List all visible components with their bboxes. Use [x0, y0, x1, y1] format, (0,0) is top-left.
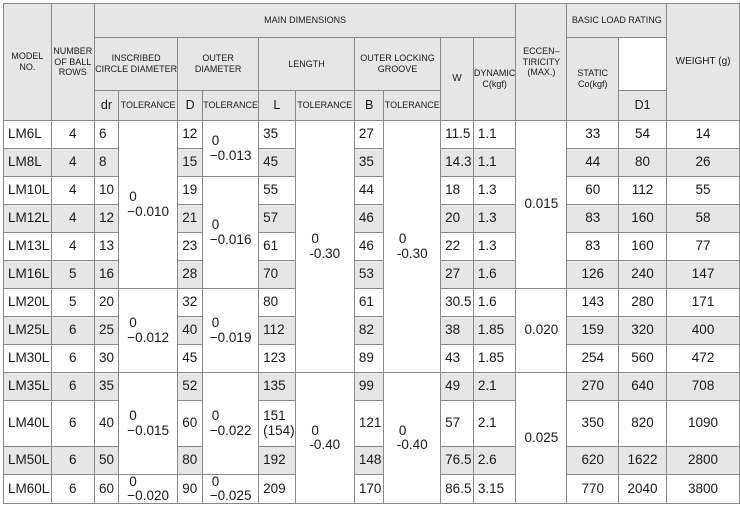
header-static: STATIC Co(kgf)	[567, 38, 619, 121]
cell-model: LM6L	[4, 121, 52, 149]
cell-l-value: 151	[263, 408, 286, 424]
cell-b: 61	[354, 289, 384, 317]
cell-d1: 49	[441, 373, 474, 401]
cell-ball-rows: 4	[51, 205, 94, 233]
header-dynamic: DYNAMIC C(kgf)	[473, 38, 516, 121]
tolerance-l	[295, 121, 354, 373]
cell-l: 55	[259, 177, 296, 205]
header-length: LENGTH	[259, 38, 355, 91]
cell-weight: 2800	[667, 447, 740, 475]
cell-d1: 76.5	[441, 447, 474, 475]
cell-d: 90	[178, 475, 203, 504]
cell-d1: 14.3	[441, 149, 474, 177]
cell-model: LM40L	[4, 401, 52, 447]
cell-dynamic: 270	[567, 373, 619, 401]
cell-static: 640	[618, 373, 666, 401]
cell-d: 80	[178, 447, 203, 475]
cell-l-alt-value: (154)	[263, 422, 295, 438]
cell-b: 170	[354, 475, 384, 504]
header-basic-load-rating: BASIC LOAD RATING	[567, 4, 667, 38]
cell-l: 35	[259, 121, 296, 149]
cell-dr: 30	[94, 345, 118, 373]
cell-static: 820	[618, 401, 666, 447]
cell-d1: 57	[441, 401, 474, 447]
cell-dr: 50	[94, 447, 118, 475]
tolerance-upper: 0	[311, 231, 319, 247]
cell-d1: 30.5	[441, 289, 474, 317]
tolerance-d	[203, 121, 259, 177]
header-outer-locking-groove: OUTER LOCKING GROOVE	[354, 38, 440, 91]
cell-model: LM60L	[4, 475, 52, 504]
tolerance-d	[203, 475, 259, 504]
cell-dynamic: 254	[567, 345, 619, 373]
cell-ball-rows: 6	[51, 317, 94, 345]
tolerance-upper: 0	[311, 423, 319, 438]
cell-dr: 12	[94, 205, 118, 233]
cell-d1: 86.5	[441, 475, 474, 504]
tolerance-upper: 0	[211, 133, 220, 149]
tolerance-upper: 0	[211, 474, 220, 489]
cell-static: 1622	[618, 447, 666, 475]
cell-d1: 11.5	[441, 121, 474, 149]
cell-b: 44	[354, 177, 384, 205]
cell-b: 46	[354, 233, 384, 261]
cell-weight: 14	[667, 121, 740, 149]
cell-dr: 35	[94, 373, 118, 401]
tolerance-dr	[119, 373, 178, 475]
header-dr: dr	[94, 91, 118, 121]
tolerance-b	[384, 373, 441, 504]
cell-dr: 10	[94, 177, 118, 205]
tolerance-upper: 0	[129, 408, 137, 424]
cell-b: 121	[354, 401, 384, 447]
tolerance-lower: -0.30	[396, 245, 428, 261]
cell-d1: 20	[441, 205, 474, 233]
cell-d1: 38	[441, 317, 474, 345]
cell-d: 28	[178, 261, 203, 289]
cell-d: 15	[178, 149, 203, 177]
cell-d1: 27	[441, 261, 474, 289]
cell-d: 12	[178, 121, 203, 149]
cell-b: 35	[354, 149, 384, 177]
cell-dynamic: 770	[567, 475, 619, 504]
cell-l: 80	[259, 289, 296, 317]
cell-ball-rows: 6	[51, 373, 94, 401]
cell-w: 1.6	[473, 261, 516, 289]
cell-l	[259, 401, 296, 447]
cell-weight: 400	[667, 317, 740, 345]
tolerance-lower: −0.016	[209, 231, 252, 247]
cell-b: 27	[354, 121, 384, 149]
tolerance-d	[203, 373, 259, 475]
cell-eccentricity: 0.020	[516, 289, 567, 373]
cell-l: 45	[259, 149, 296, 177]
cell-ball-rows: 4	[51, 149, 94, 177]
cell-l: 70	[259, 261, 296, 289]
cell-weight: 58	[667, 205, 740, 233]
cell-dr: 6	[94, 121, 118, 149]
cell-w: 1.6	[473, 289, 516, 317]
spec-table-container	[3, 3, 740, 504]
cell-dynamic: 143	[567, 289, 619, 317]
cell-dynamic: 83	[567, 205, 619, 233]
cell-dynamic: 83	[567, 233, 619, 261]
cell-weight: 708	[667, 373, 740, 401]
cell-l: 123	[259, 345, 296, 373]
cell-model: LM8L	[4, 149, 52, 177]
cell-dr: 25	[94, 317, 118, 345]
tolerance-dr	[119, 475, 178, 504]
tolerance-lower: −0.019	[209, 329, 252, 345]
cell-weight: 171	[667, 289, 740, 317]
cell-d: 52	[178, 373, 203, 401]
cell-model: LM35L	[4, 373, 52, 401]
cell-d: 40	[178, 317, 203, 345]
tolerance-lower: −0.010	[127, 203, 169, 219]
cell-w: 2.6	[473, 447, 516, 475]
tolerance-lower: −0.020	[127, 488, 169, 504]
cell-ball-rows: 6	[51, 447, 94, 475]
cell-weight: 26	[667, 149, 740, 177]
cell-model: LM20L	[4, 289, 52, 317]
cell-w: 3.15	[473, 475, 516, 504]
tolerance-dr	[119, 289, 178, 373]
header-eccentricity: ECCEN– TIRICITY (MAX.)	[516, 4, 567, 121]
header-dr-tolerance: TOLERANCE	[119, 91, 178, 121]
cell-static: 320	[618, 317, 666, 345]
cell-w: 2.1	[473, 373, 516, 401]
cell-b: 89	[354, 345, 384, 373]
cell-dynamic: 159	[567, 317, 619, 345]
cell-d: 23	[178, 233, 203, 261]
header-w: W	[441, 38, 474, 121]
cell-l: 112	[259, 317, 296, 345]
cell-weight: 55	[667, 177, 740, 205]
cell-static: 160	[618, 205, 666, 233]
header-b-tolerance: TOLERANCE	[384, 91, 441, 121]
cell-b: 99	[354, 373, 384, 401]
header-d-tolerance: TOLERANCE	[203, 91, 259, 121]
cell-dynamic: 350	[567, 401, 619, 447]
tolerance-d	[203, 289, 259, 373]
tolerance-upper: 0	[129, 315, 137, 331]
tolerance-d	[203, 177, 259, 289]
tolerance-upper: 0	[211, 408, 220, 424]
cell-ball-rows: 5	[51, 261, 94, 289]
cell-static: 80	[618, 149, 666, 177]
tolerance-lower: -0.40	[309, 437, 341, 453]
tolerance-upper: 0	[398, 231, 407, 247]
tolerance-upper: 0	[211, 315, 220, 331]
cell-w: 2.1	[473, 401, 516, 447]
cell-static: 560	[618, 345, 666, 373]
cell-static: 2040	[618, 475, 666, 504]
cell-w: 1.3	[473, 177, 516, 205]
cell-w: 1.85	[473, 317, 516, 345]
cell-ball-rows: 5	[51, 289, 94, 317]
tolerance-dr	[119, 121, 178, 289]
cell-weight: 3800	[667, 475, 740, 504]
header-outer-diameter: OUTER DIAMETER	[178, 38, 259, 91]
cell-ball-rows: 6	[51, 475, 94, 504]
tolerance-lower: −0.015	[127, 422, 169, 438]
cell-model: LM25L	[4, 317, 52, 345]
cell-d: 45	[178, 345, 203, 373]
tolerance-upper: 0	[211, 217, 220, 233]
cell-static: 280	[618, 289, 666, 317]
header-d1: D1	[618, 91, 666, 121]
cell-w: 1.3	[473, 205, 516, 233]
cell-dr: 20	[94, 289, 118, 317]
cell-b: 46	[354, 205, 384, 233]
cell-dr: 8	[94, 149, 118, 177]
tolerance-lower: −0.025	[209, 488, 252, 504]
cell-model: LM12L	[4, 205, 52, 233]
cell-d: 60	[178, 401, 203, 447]
cell-model: LM30L	[4, 345, 52, 373]
cell-w: 1.3	[473, 233, 516, 261]
tolerance-b	[384, 121, 441, 373]
cell-l: 192	[259, 447, 296, 475]
tolerance-lower: −0.012	[127, 329, 169, 345]
cell-model: LM13L	[4, 233, 52, 261]
tolerance-upper: 0	[129, 474, 137, 489]
cell-dr: 13	[94, 233, 118, 261]
header-weight: WEIGHT (g)	[667, 4, 740, 121]
cell-l: 209	[259, 475, 296, 504]
tolerance-upper: 0	[129, 189, 137, 205]
cell-static: 240	[618, 261, 666, 289]
header-l: L	[259, 91, 296, 121]
cell-eccentricity: 0.025	[516, 373, 567, 504]
cell-dr: 16	[94, 261, 118, 289]
cell-ball-rows: 6	[51, 345, 94, 373]
cell-w: 1.1	[473, 149, 516, 177]
cell-l: 61	[259, 233, 296, 261]
cell-static: 160	[618, 233, 666, 261]
cell-weight: 472	[667, 345, 740, 373]
cell-b: 82	[354, 317, 384, 345]
cell-w: 1.1	[473, 121, 516, 149]
tolerance-l	[295, 373, 354, 504]
cell-ball-rows: 4	[51, 233, 94, 261]
cell-dynamic: 44	[567, 149, 619, 177]
cell-w: 1.85	[473, 345, 516, 373]
cell-static: 54	[618, 121, 666, 149]
cell-dr: 60	[94, 475, 118, 504]
cell-d: 21	[178, 205, 203, 233]
header-d: D	[178, 91, 203, 121]
header-l-tolerance: TOLERANCE	[295, 91, 354, 121]
header-b: B	[354, 91, 384, 121]
tolerance-lower: -0.30	[309, 245, 341, 261]
header-main-dimensions: MAIN DIMENSIONS	[94, 4, 515, 38]
cell-d1: 43	[441, 345, 474, 373]
cell-d: 32	[178, 289, 203, 317]
tolerance-upper: 0	[398, 423, 407, 438]
header-inscribed-diameter: INSCRIBED CIRCLE DIAMETER	[94, 38, 177, 91]
cell-dynamic: 60	[567, 177, 619, 205]
cell-model: LM16L	[4, 261, 52, 289]
cell-d: 19	[178, 177, 203, 205]
linear-bushing-spec-table	[3, 3, 740, 504]
cell-dr: 40	[94, 401, 118, 447]
cell-ball-rows: 6	[51, 401, 94, 447]
cell-ball-rows: 4	[51, 177, 94, 205]
header-model: MODEL NO.	[4, 4, 52, 121]
cell-model: LM50L	[4, 447, 52, 475]
cell-static: 112	[618, 177, 666, 205]
cell-l: 57	[259, 205, 296, 233]
tolerance-lower: −0.022	[209, 422, 252, 438]
cell-d1: 18	[441, 177, 474, 205]
cell-eccentricity: 0.015	[516, 121, 567, 289]
cell-l: 135	[259, 373, 296, 401]
header-ball-rows: NUMBER OF BALL ROWS	[51, 4, 94, 121]
cell-weight: 147	[667, 261, 740, 289]
cell-weight: 1090	[667, 401, 740, 447]
cell-weight: 77	[667, 233, 740, 261]
tolerance-lower: −0.013	[209, 147, 252, 163]
cell-model: LM10L	[4, 177, 52, 205]
cell-ball-rows: 4	[51, 121, 94, 149]
cell-dynamic: 126	[567, 261, 619, 289]
cell-d1: 22	[441, 233, 474, 261]
cell-dynamic: 33	[567, 121, 619, 149]
tolerance-lower: -0.40	[396, 437, 428, 453]
cell-b: 148	[354, 447, 384, 475]
cell-b: 53	[354, 261, 384, 289]
cell-dynamic: 620	[567, 447, 619, 475]
